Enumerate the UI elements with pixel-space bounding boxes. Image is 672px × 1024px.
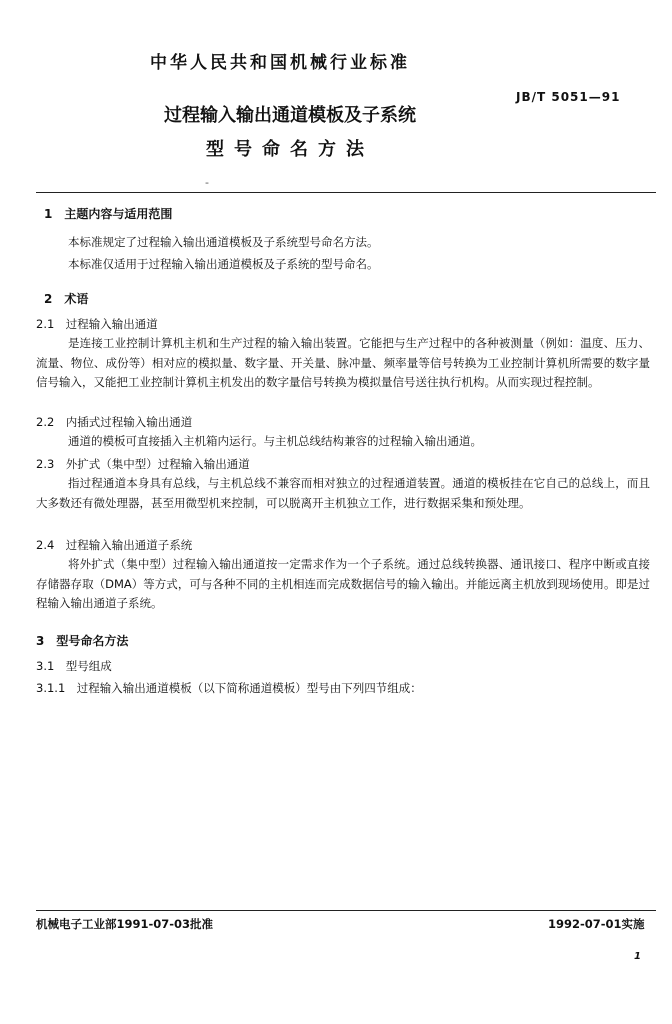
standard-number: JB/T 5051—91 [516,90,621,104]
subsection-2-1-text: 是连接工业控制计算机主机和生产过程的输入输出装置。它能把与生产过程中的各种被测量（例如：温度、压力、流量、物位、成份等）相对应的模拟量、数字量、开关量、脉冲量、频率量等信号转换为工业控制计算机所需要的数字量信号输入，又能把工业控制计算机主机发出的数字量信号转换为模拟量信号送往执行机构。从而实现过程控制。 [36,336,650,389]
implementation-date: 1992-07-01实施 [548,917,645,931]
subsection-2-3-heading: 2.3 外扩式（集中型）过程输入输出通道 [36,457,250,471]
footer-rule [36,910,656,911]
approval-date: 机械电子工业部1991-07-03批准 [36,917,214,931]
document-title-line1: 过程输入输出通道模板及子系统 [164,105,416,126]
section-1-heading: 1 主题内容与适用范围 [44,207,173,221]
section-3-heading: 3 型号命名方法 [36,634,129,648]
subsection-2-2-text: 通道的模板可直接插入主机箱内运行。与主机总线结构兼容的过程输入输出通道。 [68,434,482,448]
issuing-agency: 中华人民共和国机械行业标准 [150,53,410,73]
subsection-3-1-1-text: 3.1.1 过程输入输出通道模板（以下简称通道模板）型号由下列四节组成： [36,681,422,695]
section-1-paragraph: 本标准仅适用于过程输入输出通道模板及子系统的型号命名。 [68,257,379,271]
subsection-2-4-heading: 2.4 过程输入输出通道子系统 [36,538,193,552]
subsection-2-4-text: 将外扩式（集中型）过程输入输出通道按一定需求作为一个子系统。通过总线转换器、通讯接口、程序中断或直接存储器存取（DMA）等方式，可与各种不同的主机相连而完成数据信号的输入输出。并能远离主机放到现场使用。即是过程输入输出通道子系统。 [36,557,650,610]
subsection-2-2-heading: 2.2 内插式过程输入输出通道 [36,415,193,429]
section-2-heading: 2 术语 [44,292,89,306]
section-1-paragraph: 本标准规定了过程输入输出通道模板及子系统型号命名方法。 [68,235,379,249]
subsection-2-1-heading: 2.1 过程输入输出通道 [36,317,158,331]
page-number: 1 [634,951,641,962]
subsection-2-3-text: 指过程通道本身具有总线，与主机总线不兼容而相对独立的过程通道装置。通道的模板挂在它自己的总线上，而且大多数还有微处理器，甚至用微型机来控制，可以脱离开主机独立工作，进行数据采集和预处理。 [36,476,650,510]
document-title-line2: 型号命名方法 [206,139,374,160]
subsection-3-1-heading: 3.1 型号组成 [36,659,112,673]
separator-mark: - [205,176,209,189]
header-rule [36,192,656,193]
